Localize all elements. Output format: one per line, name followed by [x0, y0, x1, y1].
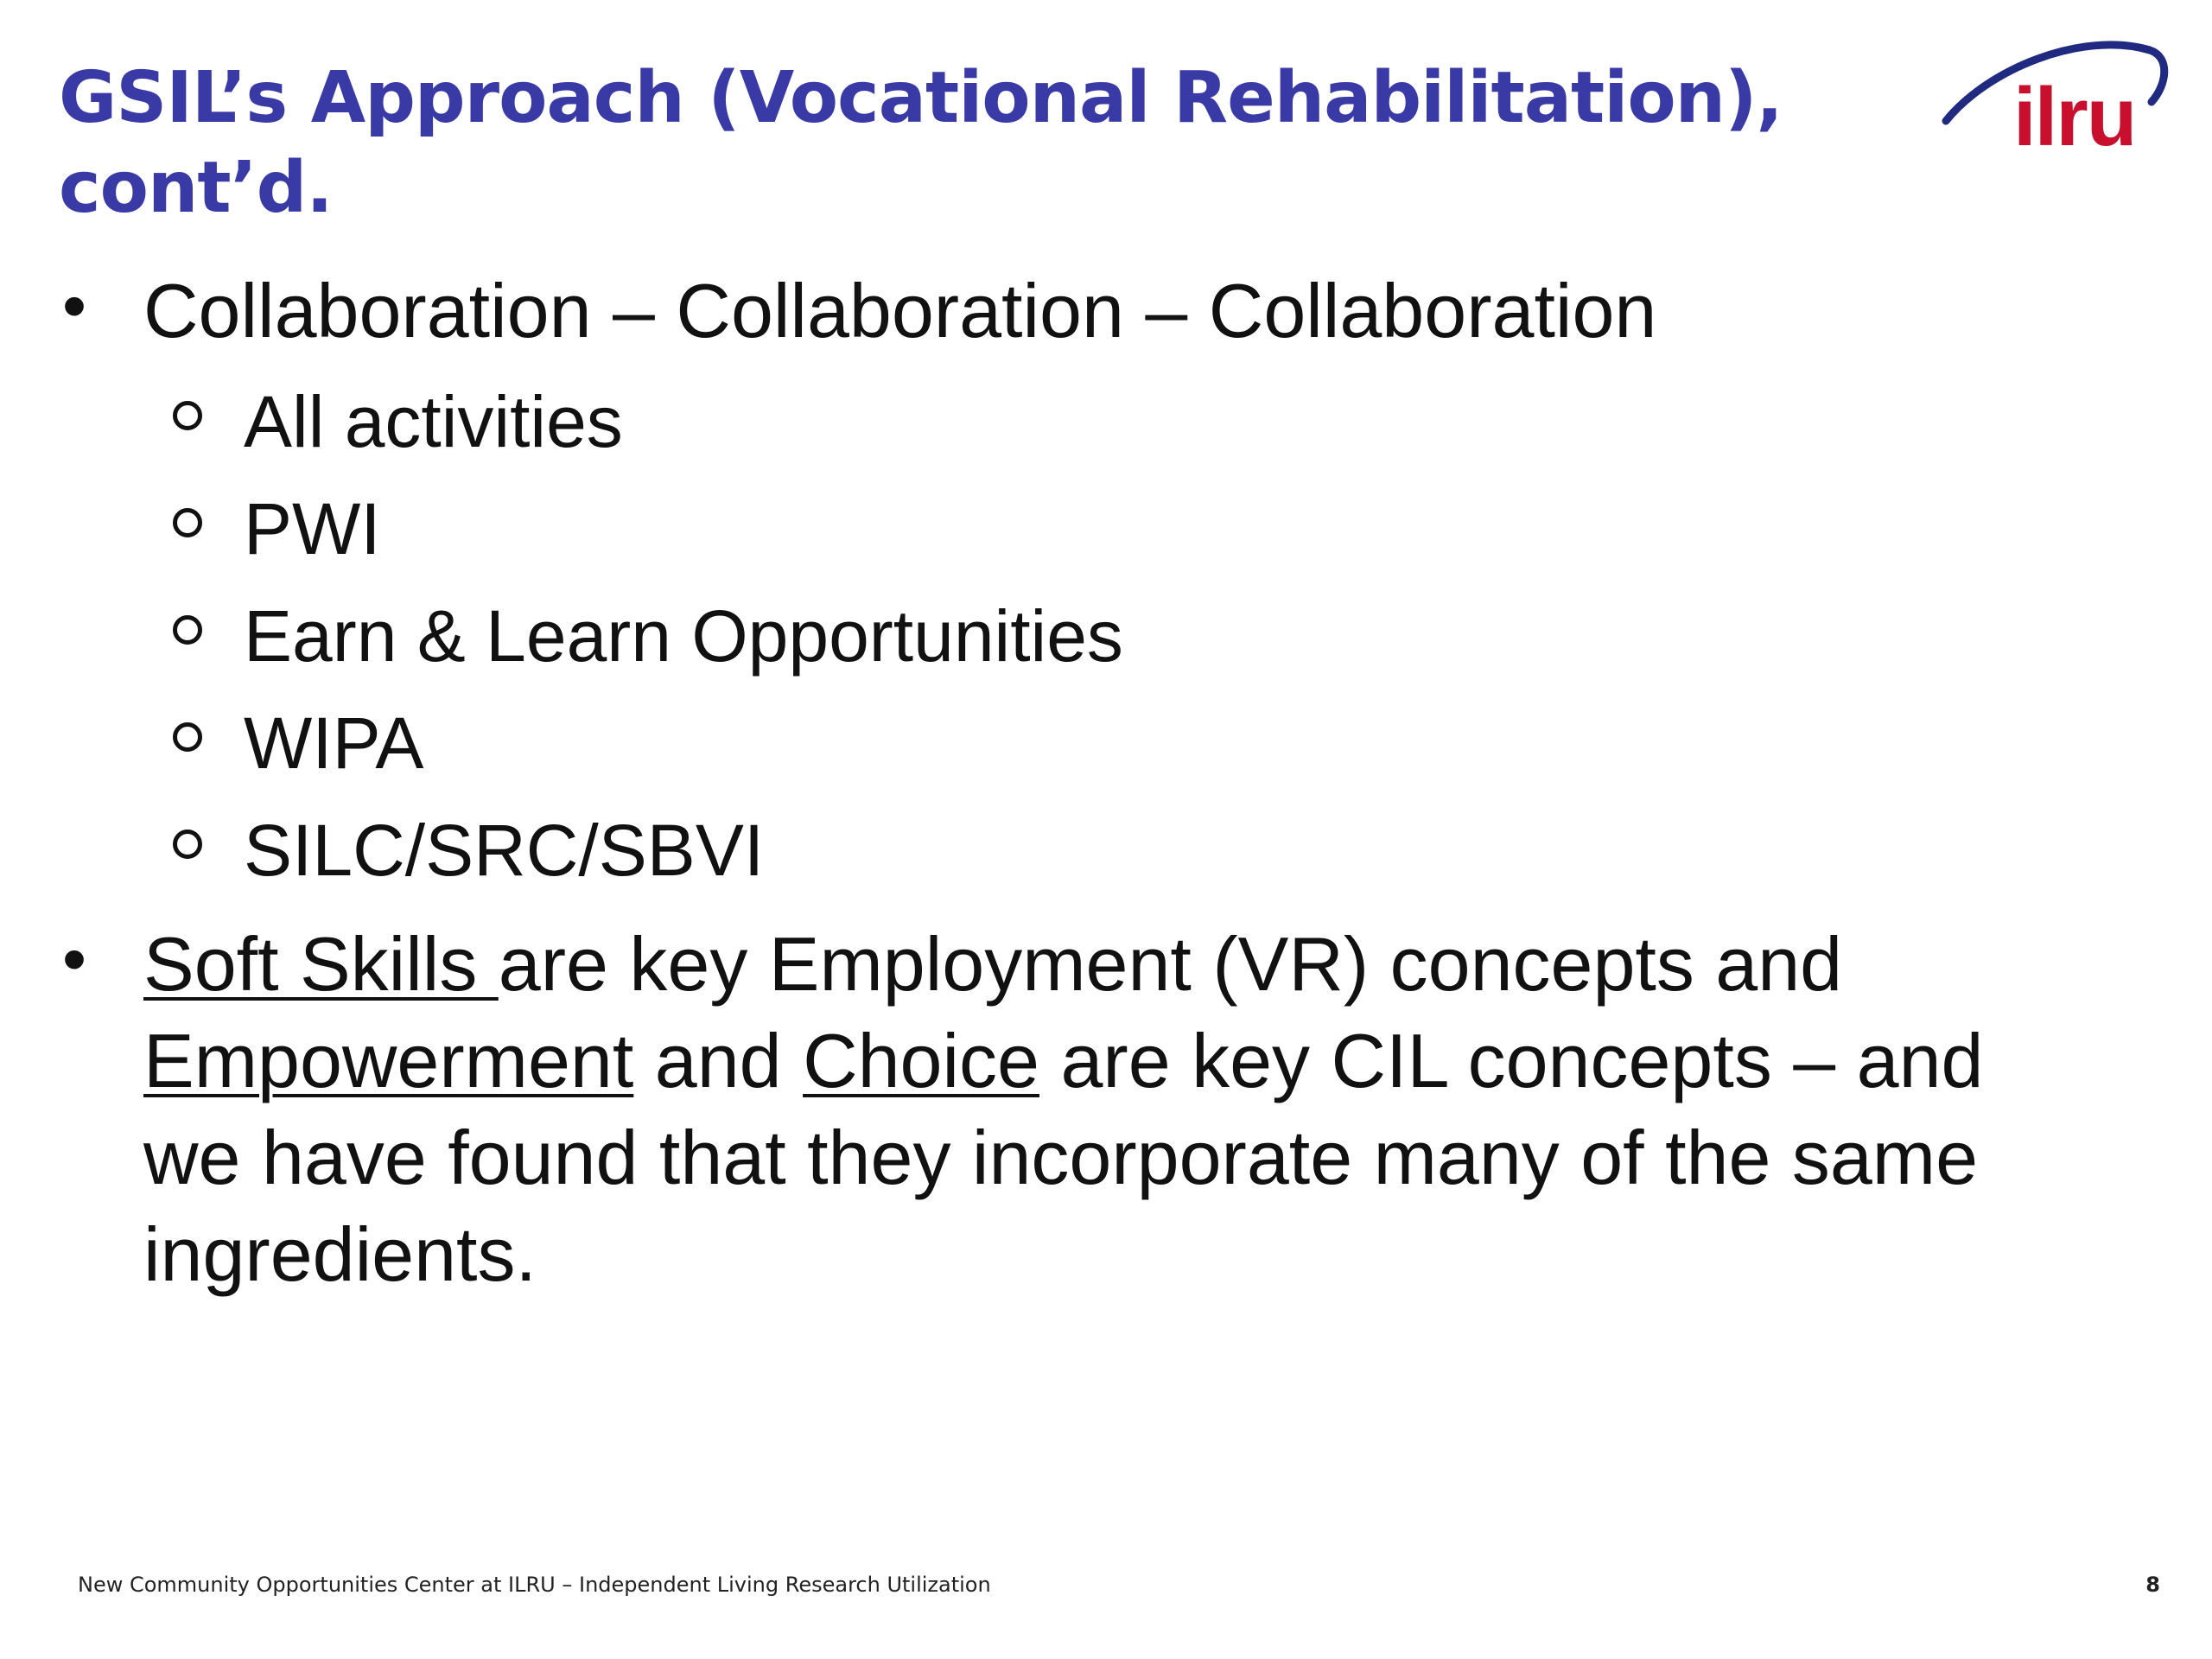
ilru-logo	[1936, 35, 2169, 164]
circle-bullet-icon	[173, 722, 202, 752]
ilru-logo-graphic	[1936, 35, 2169, 164]
slide-title	[59, 54, 1839, 233]
choice-term: Choice	[803, 1018, 1039, 1103]
page-number: 8	[2145, 1573, 2160, 1597]
sub-item-text: WIPA	[244, 702, 424, 784]
sub-item-text: Earn & Learn Opportunities	[244, 595, 1123, 677]
paragraph-line-3: we have found that they incorporate many of the same	[143, 1115, 1979, 1200]
empowerment-term: Empowerment	[143, 1018, 634, 1103]
paragraph-line-4: ingredients.	[143, 1211, 537, 1297]
bullet-marker: •	[62, 267, 87, 344]
sub-item-text: PWI	[244, 488, 381, 569]
footer-text: New Community Opportunities Center at ILRU – Independent Living Research Utilization	[78, 1573, 991, 1597]
soft-skills-term: Soft Skills	[143, 921, 499, 1007]
paragraph-text: are key CIL concepts – and	[1039, 1018, 1984, 1103]
sub-item-text: SILC/SRC/SBVI	[244, 810, 765, 891]
title-line-1: GSIL’s Approach (Vocational Rehabilitation),	[59, 57, 1783, 139]
logo-text: ilru	[2013, 71, 2136, 163]
bullet-text: Collaboration – Collaboration – Collaboration	[143, 268, 1657, 353]
circle-bullet-icon	[173, 830, 202, 859]
circle-bullet-icon	[173, 508, 202, 537]
paragraph-line-2	[143, 1013, 2131, 1109]
paragraph-text: and	[633, 1018, 804, 1103]
bullet-marker: •	[62, 920, 87, 997]
paragraph-line-1	[143, 916, 2131, 1013]
circle-bullet-icon	[173, 615, 202, 645]
circle-bullet-icon	[173, 401, 202, 430]
paragraph-text: are key Employment (VR) concepts and	[498, 921, 1843, 1007]
title-line-2: cont’d.	[59, 147, 333, 229]
sub-item-text: All activities	[244, 381, 623, 462]
bullet-paragraph	[143, 916, 2131, 1303]
